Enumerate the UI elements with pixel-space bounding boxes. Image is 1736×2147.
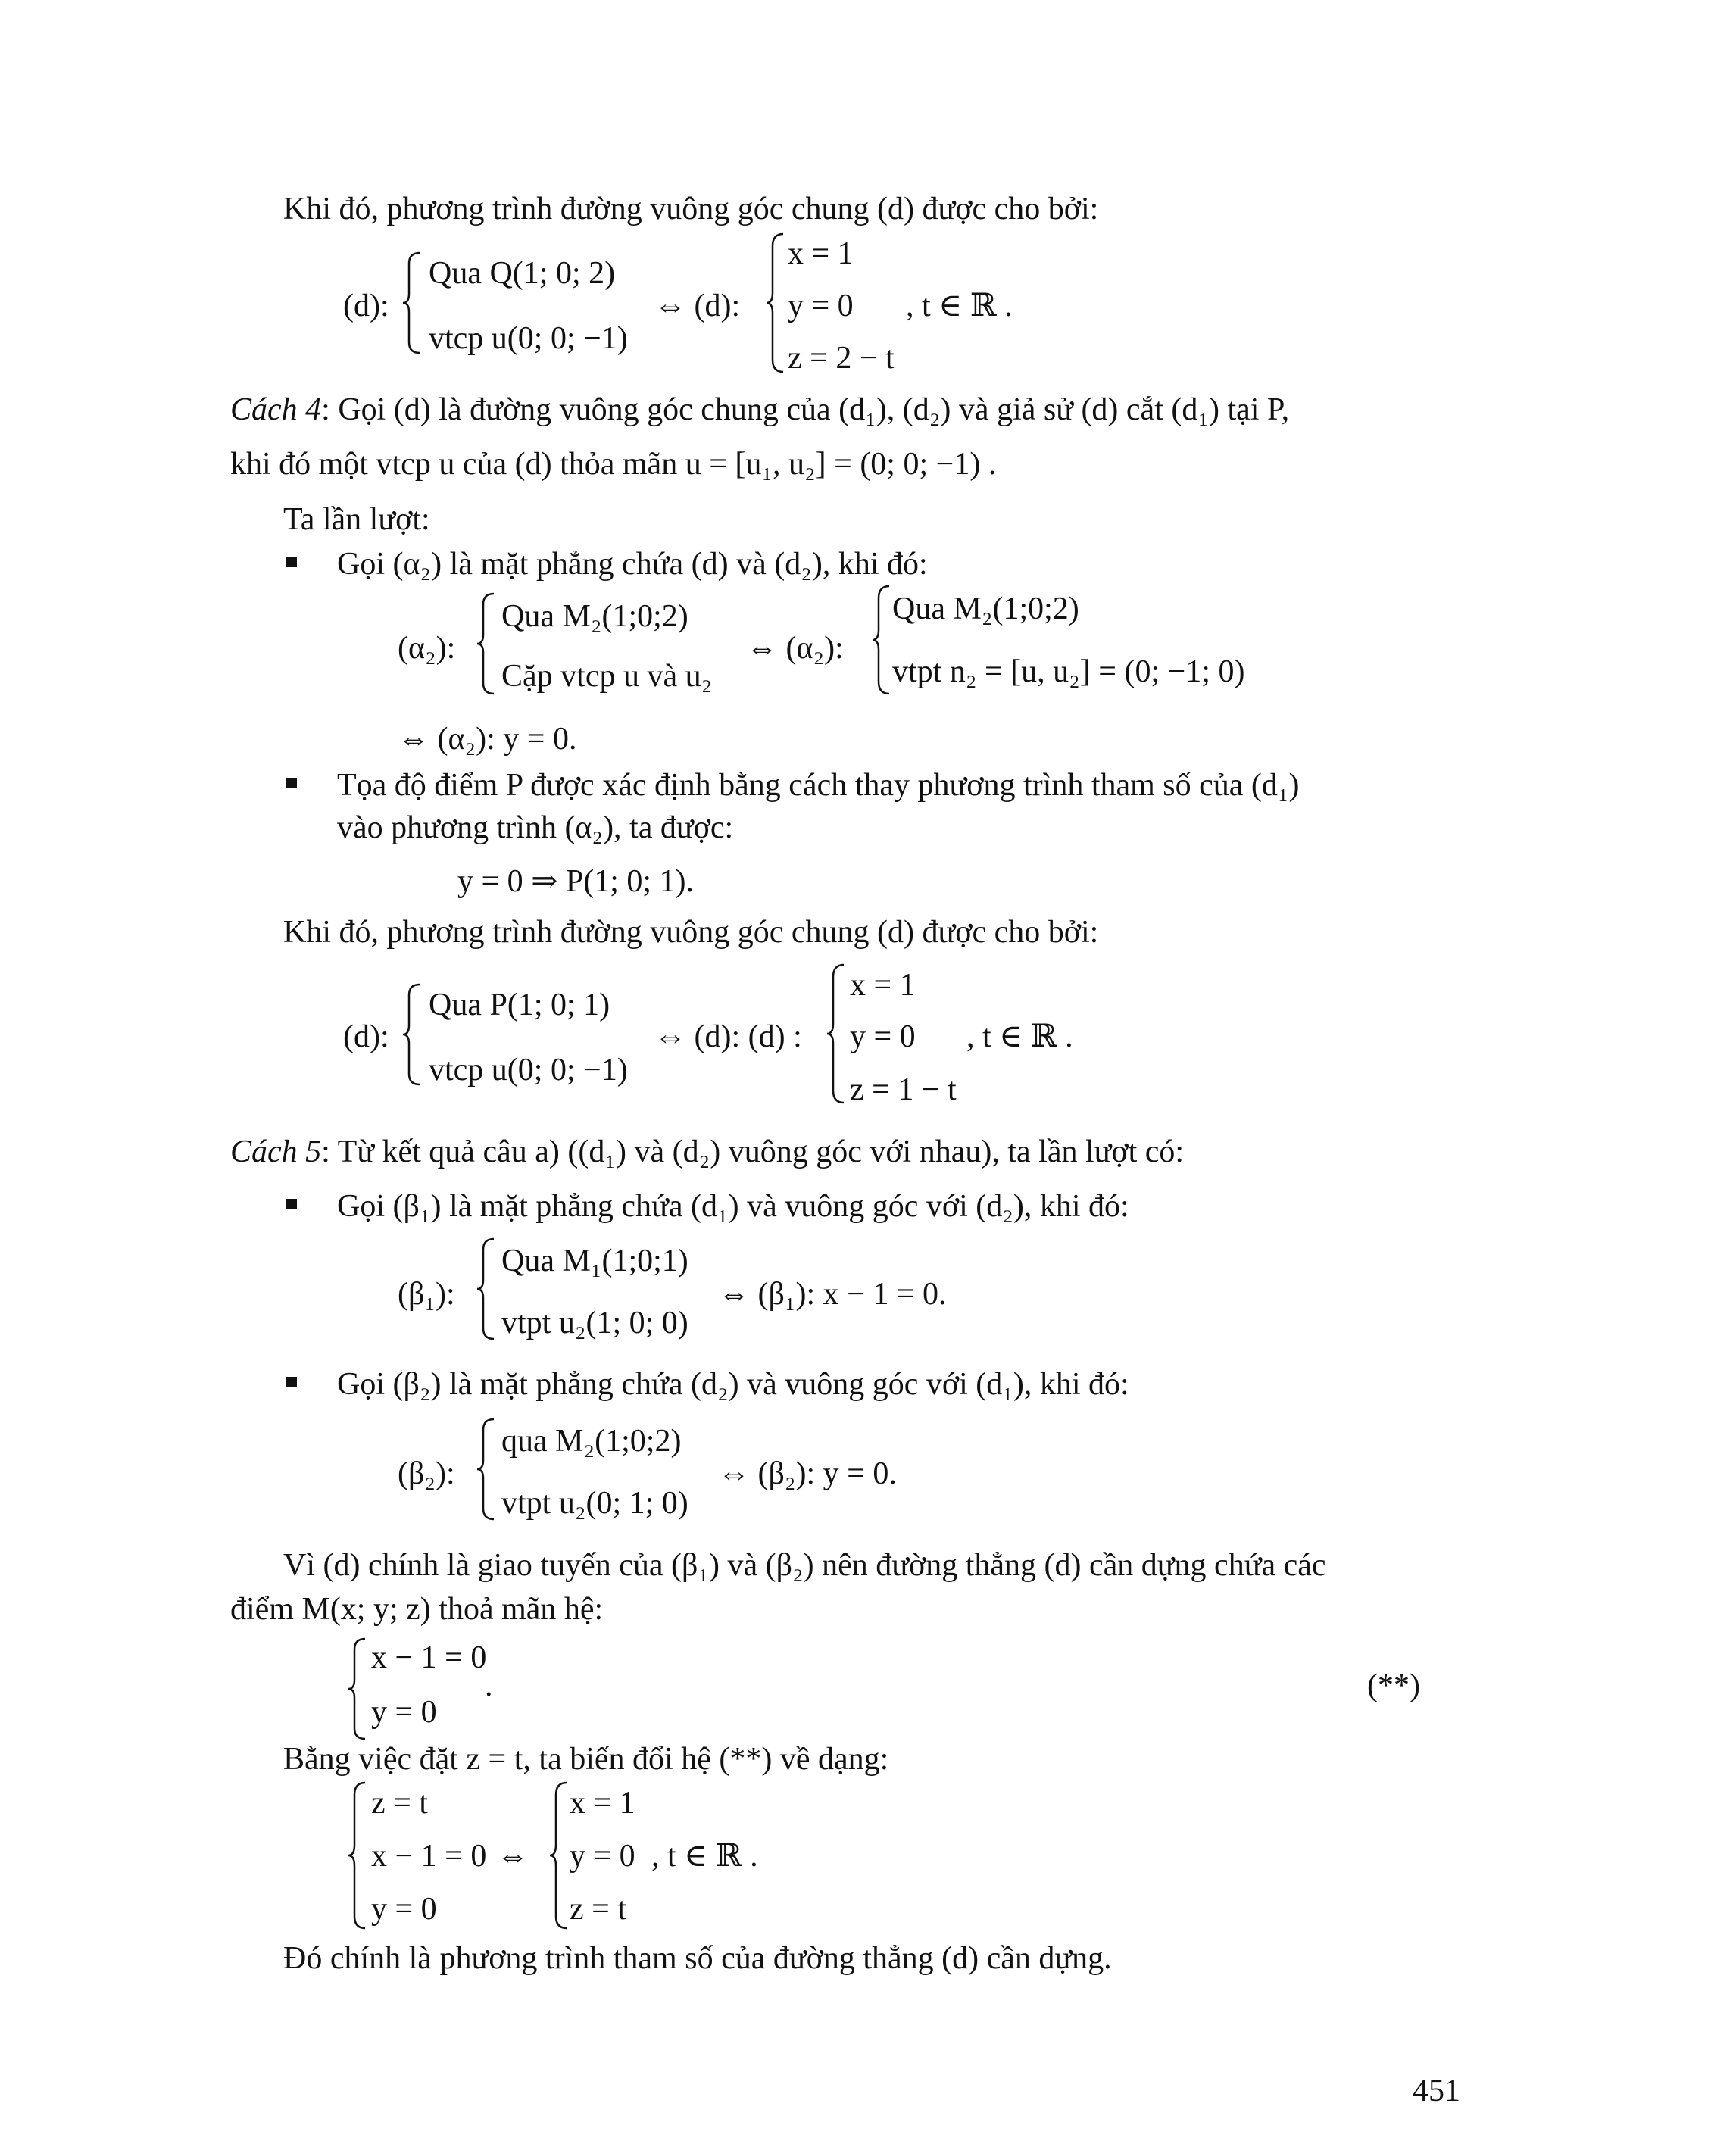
- sys2-row-x: x = 1: [850, 968, 916, 1003]
- cach4-text: : Gọi (d) là đường vuông góc chung của (d₁), (d₂) và giả sử (d) cắt (d₁) tại P,: [321, 392, 1290, 427]
- bullet-1-text: Gọi (α₂) là mặt phẳng chứa (d) và (d₂), khi đó:: [337, 547, 928, 582]
- sys1-tail: , t ∈ ℝ .: [906, 289, 1013, 323]
- y-equals-p: y = 0 ⇒ P(1; 0; 1).: [457, 864, 695, 899]
- page-number: 451: [1413, 2074, 1460, 2108]
- sysS-brace: [347, 1636, 368, 1742]
- sysB2-lhs: (β₂):: [398, 1456, 455, 1491]
- sysS-line-a: x − 1 = 0: [371, 1640, 487, 1675]
- ta-lan-luot: Ta lần lượt:: [283, 502, 430, 537]
- sys1-line-b: vtcp u(0; 0; −1): [429, 321, 628, 356]
- sysB2-brace: [476, 1416, 497, 1522]
- vi-line-2: điểm M(x; y; z) thoả mãn hệ:: [230, 1592, 604, 1627]
- bang-viec-line: Bằng việc đặt z = t, ta biến đổi hệ (**) về dạng:: [283, 1742, 889, 1777]
- sys1-right-brace: [765, 231, 786, 375]
- intro-line-2: Khi đó, phương trình đường vuông góc chung (d) được cho bởi:: [283, 915, 1099, 950]
- cach5-line: [230, 1136, 1184, 1168]
- sysA-line-a: Qua M₂(1;0;2): [501, 599, 688, 634]
- sysS-line-b: y = 0: [371, 1695, 437, 1730]
- bullet-3: [286, 1199, 297, 1209]
- sys1-row-z: z = 2 − t: [788, 341, 895, 376]
- sys1-left-brace: [401, 250, 423, 356]
- sysB1-brace: [476, 1236, 497, 1342]
- cach4-label: Cách 4: [230, 392, 322, 427]
- sysB1-lhs: (β₁):: [398, 1277, 455, 1312]
- sysA-line-b: Cặp vtcp u và u₂: [501, 659, 713, 694]
- sysF-left-2: x − 1 = 0: [371, 1839, 487, 1874]
- sysF-tail: , t ∈ ℝ .: [651, 1839, 758, 1874]
- sys2-line-a: Qua P(1; 0; 1): [429, 988, 610, 1022]
- cach4-line-2: khi đó một vtcp u của (d) thỏa mãn u = [u₁, u₂] = (0; 0; −1) .: [230, 447, 997, 482]
- sysS-dot: .: [485, 1668, 493, 1703]
- bullet-1: [286, 557, 297, 567]
- cach4-line-1: [230, 394, 1289, 426]
- sys1-lhs: (d):: [343, 289, 389, 323]
- sysF-left-1: z = t: [371, 1786, 428, 1821]
- sysB1-result: ⇔ (β₁): x − 1 = 0.: [718, 1277, 947, 1312]
- sysF-left-3: y = 0: [371, 1892, 437, 1927]
- sys2-row-z: z = 1 − t: [850, 1072, 957, 1107]
- sysA-left-brace: [476, 591, 497, 697]
- sys2-equivalence: ⇔ (d): (d) :: [654, 1019, 802, 1054]
- alpha-result: ⇔ (α₂): y = 0.: [398, 722, 577, 757]
- sysB2-line-a: qua M₂(1;0;2): [501, 1424, 682, 1459]
- sysB2-line-b: vtpt u₂(0; 1; 0): [501, 1486, 688, 1521]
- bullet-2-line-1: Tọa độ điểm P được xác định bằng cách thay phương trình tham số của (d₁): [337, 768, 1300, 803]
- sysB1-line-b: vtpt u₂(1; 0; 0): [501, 1306, 688, 1340]
- sys2-tail: , t ∈ ℝ .: [966, 1019, 1073, 1054]
- bullet-4: [286, 1377, 297, 1387]
- sys2-left-brace: [401, 981, 423, 1088]
- sysA-lhs: (α₂):: [398, 631, 456, 666]
- vi-line-1: Vì (d) chính là giao tuyến của (β₁) và (β₂) nên đường thẳng (d) cần dựng chứa các: [283, 1548, 1326, 1583]
- bullet-3-text: Gọi (β₁) là mặt phẳng chứa (d₁) và vuông góc với (d₂), khi đó:: [337, 1189, 1129, 1224]
- sysF-right-2: y = 0: [570, 1839, 635, 1874]
- sys2-row-y: y = 0: [850, 1019, 916, 1054]
- sysF-left-brace: [347, 1780, 368, 1931]
- bullet-2: [286, 778, 297, 788]
- sysA-right-brace: [871, 583, 892, 697]
- star-label: (**): [1367, 1668, 1420, 1703]
- bullet-4-text: Gọi (β₂) là mặt phẳng chứa (d₂) và vuông góc với (d₁), khi đó:: [337, 1367, 1129, 1402]
- sys2-lhs: (d):: [343, 1019, 389, 1054]
- sysA-row-2: vtpt n₂ = [u, u₂] = (0; −1; 0): [892, 654, 1245, 689]
- sysA-equivalence: ⇔ (α₂):: [746, 631, 844, 666]
- cach5-label: Cách 5: [230, 1134, 322, 1169]
- sys1-row-x: x = 1: [788, 236, 854, 271]
- sys1-line-a: Qua Q(1; 0; 2): [429, 256, 616, 291]
- sysB1-line-a: Qua M₁(1;0;1): [501, 1244, 688, 1278]
- sys2-line-b: vtcp u(0; 0; −1): [429, 1053, 628, 1088]
- sysF-right-1: x = 1: [570, 1786, 635, 1821]
- intro-line-1: Khi đó, phương trình đường vuông góc chung (d) được cho bởi:: [283, 192, 1099, 226]
- cach5-text: : Từ kết quả câu a) ((d₁) và (d₂) vuông góc với nhau), ta lần lượt có:: [321, 1134, 1185, 1169]
- sys2-right-brace: [826, 962, 847, 1106]
- sysF-right-3: z = t: [570, 1892, 626, 1927]
- bullet-2-line-2: vào phương trình (α₂), ta được:: [337, 810, 734, 845]
- sys1-row-y: y = 0: [788, 289, 854, 323]
- sysF-right-brace: [548, 1780, 570, 1931]
- sysB2-result: ⇔ (β₂): y = 0.: [718, 1456, 897, 1491]
- sys1-equivalence: ⇔ (d):: [654, 289, 741, 323]
- final-line: Đó chính là phương trình tham số của đường thẳng (d) cần dựng.: [283, 1941, 1112, 1976]
- sysF-equivalence: ⇔: [497, 1839, 529, 1874]
- sysA-row-1: Qua M₂(1;0;2): [892, 591, 1079, 626]
